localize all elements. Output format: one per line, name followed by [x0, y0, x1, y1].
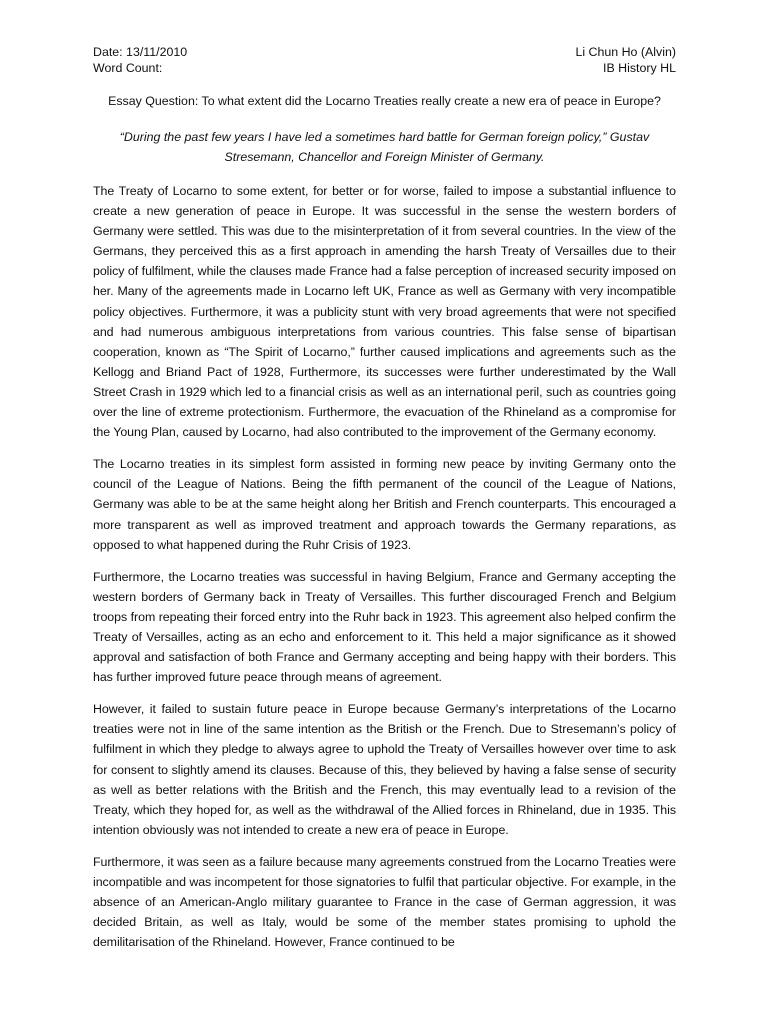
document-header	[93, 44, 676, 76]
course-line: IB History HL	[603, 61, 676, 75]
header-right	[575, 44, 676, 76]
essay-body	[93, 181, 676, 952]
body-paragraph-3: Furthermore, the Locarno treaties was successful in having Belgium, France and Germany accepting the western borders of Germany back in Treaty of Versailles. This further discouraged French and Belgium troops from repeating their forced entry into the Ruhr back in 1923. This agreement also helped confirm the Treaty of Versailles, acting as an echo and enforcement to it. This held a major significance as it showed approval and satisfaction of both France and Germany accepting and being happy with their borders. This has further improved future peace through means of agreement.	[93, 569, 676, 685]
body-paragraph-2: The Locarno treaties in its simplest form assisted in forming new peace by inviting Germany onto the council of the League of Nations. Being the fifth permanent of the council of the League of Nations, Germany was able to be at the same height along her British and French counterparts. This encouraged a more transparent as well as improved treatment and approach towards the Germany reparations, as opposed to what happened during the Ruhr Crisis of 1923.	[93, 457, 676, 552]
essay-question: Essay Question: To what extent did the Locarno Treaties really create a new era of peace in Europe?	[108, 94, 661, 108]
epigraph	[93, 127, 676, 167]
word-count-line: Word Count:	[93, 61, 163, 75]
body-paragraph-1: The Treaty of Locarno to some extent, for better or for worse, failed to impose a substantial influence to create a new generation of peace in Europe. It was successful in the sense the western borders of Germany were settled. This was due to the misinterpretation of it from several countries. In the view of the Germans, they perceived this as a first approach in amending the harsh Treaty of Versailles due to their policy of fulfilment, while the clauses made France had a false perception of increased security imposed on her. Many of the agreements made in Locarno left UK, France as well as Germany with very incompatible policy objectives. Furthermore, it was a publicity stunt with very broad agreements that were not specified and had numerous ambiguous interpretations from various countries. This false sense of bipartisan cooperation, known as “The Spirit of Locarno,” further caused implications and agreements such as the Kellogg and Briand Pact of 1928, Furthermore, its successes were further underestimated by the Wall Street Crash in 1929 which led to a financial crisis as well as an international peril, such as countries going over the line of extreme protectionism. Furthermore, the evacuation of the Rhineland as a compromise for the Young Plan, caused by Locarno, had also contributed to the improvement of the Germany economy.	[93, 184, 676, 440]
epigraph-attribution: Gustav Stresemann, Chancellor and Foreign Minister of Germany.	[224, 130, 650, 164]
date-line: Date: 13/11/2010	[93, 45, 188, 59]
body-paragraph-5: Furthermore, it was seen as a failure because many agreements construed from the Locarno Treaties were incompatible and was incompetent for those signatories to fulfil that particular objective. For example, in the absence of an American-Anglo military guarantee to France in the case of German aggression, it was decided Britain, as well as Italy, would be some of the member states promising to uphold the demilitarisation of the Rhineland. However, France continued to be	[93, 854, 676, 950]
author-line: Li Chun Ho (Alvin)	[575, 45, 676, 59]
body-paragraph-4: However, it failed to sustain future peace in Europe because Germany’s interpretations of the Locarno treaties were not in line of the same intention as the British or the French. Due to Stresemann’s policy of fulfilment in which they pledge to always agree to uphold the Treaty of Versailles however over time to ask for consent to slightly amend its clauses. Because of this, they believed by having a false sense of security as well as better relations with the British and the French, this may eventually lead to a revision of the Treaty, which they hoped for, as well as the withdrawal of the Allied forces in Rhineland, due in 1935. This intention obviously was not intended to create a new era of peace in Europe.	[93, 702, 676, 837]
header-left	[93, 44, 187, 76]
epigraph-quote: “During the past few years I have led a sometimes hard battle for German foreign policy,”	[119, 130, 607, 144]
